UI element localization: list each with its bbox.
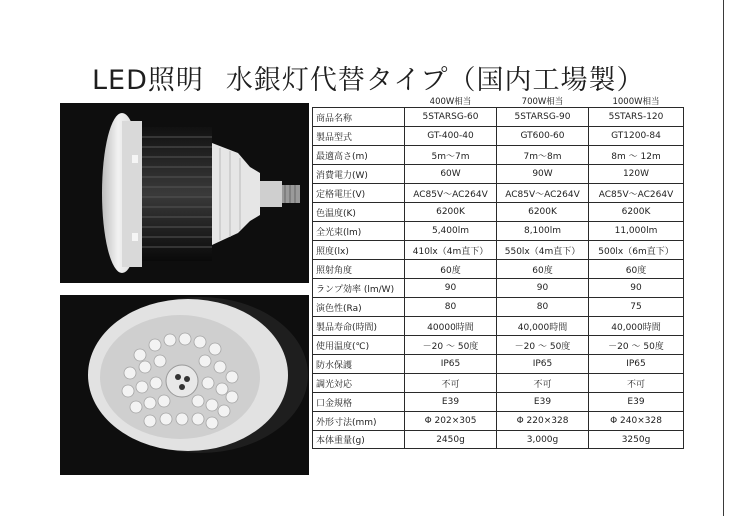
cell-value: 3250g: [589, 431, 684, 449]
cell-value: 60度: [589, 260, 684, 279]
table-row: [313, 298, 684, 317]
row-label: 定格電圧(V): [313, 184, 405, 203]
table-row: [313, 412, 684, 431]
table-row: [313, 279, 684, 298]
cell-value: 60W: [405, 165, 497, 184]
document-title: [92, 58, 645, 97]
row-label: 照射角度: [313, 260, 405, 279]
cell-value: 2450g: [405, 431, 497, 449]
cell-value: E39: [405, 393, 497, 412]
cell-value: 5,400lm: [405, 222, 497, 241]
cell-value: Φ 240×328: [589, 412, 684, 431]
table-row: [313, 108, 684, 127]
column-header-row: [313, 95, 684, 108]
table-row: [313, 355, 684, 374]
cell-value: 75: [589, 298, 684, 317]
cell-value: 8,100lm: [497, 222, 589, 241]
table-row: [313, 127, 684, 146]
row-label: 本体重量(g): [313, 431, 405, 449]
cell-value: GT600-60: [497, 127, 589, 146]
cell-value: 90: [405, 279, 497, 298]
table-row: [313, 184, 684, 203]
cell-value: 7m〜8m: [497, 146, 589, 165]
lamp-side-view-image: [60, 103, 309, 283]
table-row: [313, 431, 684, 449]
row-label: 商品名称: [313, 108, 405, 127]
cell-value: 5STARSG-60: [405, 108, 497, 127]
cell-value: GT1200-84: [589, 127, 684, 146]
header-blank-cell: [313, 95, 405, 108]
table-row: [313, 393, 684, 412]
cell-value: －20 〜 50度: [405, 336, 497, 355]
table-row: [313, 374, 684, 393]
cell-value: 不可: [497, 374, 589, 393]
cell-value: 6200K: [405, 203, 497, 222]
cell-value: 6200K: [589, 203, 684, 222]
table-row: [313, 146, 684, 165]
table-row: [313, 260, 684, 279]
row-label: 防水保護: [313, 355, 405, 374]
cell-value: 60度: [497, 260, 589, 279]
row-label: 演色性(Ra): [313, 298, 405, 317]
cell-value: 550lx（4m直下）: [497, 241, 589, 260]
cell-value: 80: [405, 298, 497, 317]
title-mercury-replacement: 水銀灯代替タイプ（国内工場製）: [225, 65, 645, 96]
table-row: [313, 336, 684, 355]
cell-value: GT-400-40: [405, 127, 497, 146]
cell-value: 90: [589, 279, 684, 298]
row-label: 製品寿命(時間): [313, 317, 405, 336]
cell-value: AC85V〜AC264V: [405, 184, 497, 203]
cell-value: 40,000時間: [497, 317, 589, 336]
cell-value: 6200K: [497, 203, 589, 222]
cell-value: －20 〜 50度: [497, 336, 589, 355]
table-row: [313, 241, 684, 260]
cell-value: 5m〜7m: [405, 146, 497, 165]
row-label: 外形寸法(mm): [313, 412, 405, 431]
title-led-lighting: LED照明: [92, 65, 204, 96]
cell-value: 5STARS-120: [589, 108, 684, 127]
row-label: ランプ効率 (lm/W): [313, 279, 405, 298]
cell-value: 80: [497, 298, 589, 317]
lamp-front-view-image: [60, 295, 309, 475]
cell-value: 不可: [589, 374, 684, 393]
cell-value: 120W: [589, 165, 684, 184]
cell-value: IP65: [589, 355, 684, 374]
cell-value: Φ 220×328: [497, 412, 589, 431]
column-header-700w: 700W相当: [497, 95, 589, 108]
cell-value: 500lx（6m直下）: [589, 241, 684, 260]
row-label: 製品型式: [313, 127, 405, 146]
cell-value: 40000時間: [405, 317, 497, 336]
cell-value: 3,000g: [497, 431, 589, 449]
cell-value: AC85V〜AC264V: [497, 184, 589, 203]
row-label: 使用温度(℃): [313, 336, 405, 355]
table-row: [313, 165, 684, 184]
table-row: [313, 222, 684, 241]
row-label: 調光対応: [313, 374, 405, 393]
table-row: [313, 317, 684, 336]
cell-value: AC85V〜AC264V: [589, 184, 684, 203]
specification-table: [312, 95, 684, 449]
column-header-400w: 400W相当: [405, 95, 497, 108]
cell-value: 60度: [405, 260, 497, 279]
column-header-1000w: 1000W相当: [589, 95, 684, 108]
cell-value: 8m 〜 12m: [589, 146, 684, 165]
row-label: 照度(lx): [313, 241, 405, 260]
cell-value: 不可: [405, 374, 497, 393]
cell-value: E39: [589, 393, 684, 412]
cell-value: 11,000lm: [589, 222, 684, 241]
row-label: 色温度(K): [313, 203, 405, 222]
cell-value: E39: [497, 393, 589, 412]
cell-value: 40,000時間: [589, 317, 684, 336]
cell-value: Φ 202×305: [405, 412, 497, 431]
cell-value: IP65: [405, 355, 497, 374]
table-row: [313, 203, 684, 222]
cell-value: 5STARSG-90: [497, 108, 589, 127]
row-label: 最適高さ(m): [313, 146, 405, 165]
row-label: 口金規格: [313, 393, 405, 412]
cell-value: －20 〜 50度: [589, 336, 684, 355]
row-label: 全光束(lm): [313, 222, 405, 241]
row-label: 消費電力(W): [313, 165, 405, 184]
cell-value: 90W: [497, 165, 589, 184]
cell-value: IP65: [497, 355, 589, 374]
cell-value: 410lx（4m直下）: [405, 241, 497, 260]
cell-value: 90: [497, 279, 589, 298]
page-edge-line: [723, 0, 724, 516]
